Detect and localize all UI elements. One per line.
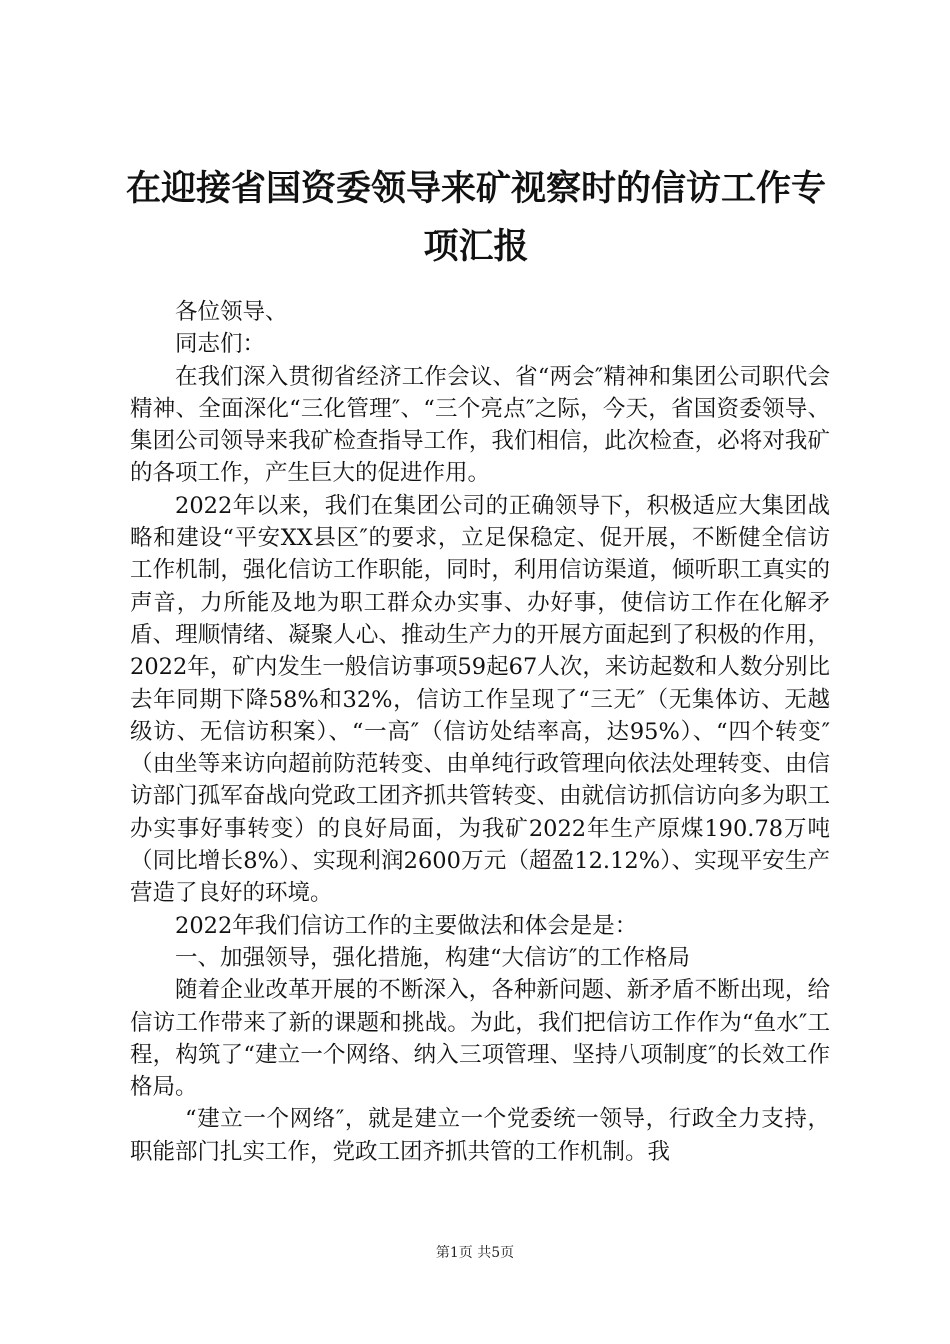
paragraph-summary: 2022年以来，我们在集团公司的正确领导下，积极适应大集团战略和建设“平安XX县区″的要求，立足保稳定、促开展，不断健全信访工作机制，强化信访工作职能，同时，利用信访渠道，倾听职工真实的声音，力所能及地为职工群众办实事、办好事，使信访工作在化解矛盾、理顺情绪、凝聚人心、推动生产力的开展方面起到了积极的作用，2022年，矿内发生一般信访事项59起67人次，来访起数和人数分别比去年同期下降58%和32%，信访工作呈现了“三无″（无集体访、无越级访、无信访积案）、“一高″（信访处结率高，达95%）、“四个转变″（由坐等来访向超前防范转变、由单纯行政管理向依法处理转变、由信访部门孤军奋战向党政工团齐抓共管转变、由就信访抓信访向多为职工办实事好事转变）的良好局面，为我矿2022年生产原煤190.78万吨（同比增长8%）、实现利润2600万元（超盈12.12%）、实现平安生产营造了良好的环境。 [130, 492, 830, 907]
section-heading-1: 一、加强领导，强化措施，构建“大信访″的工作格局 [175, 944, 690, 971]
document-body [130, 296, 830, 1168]
page-footer: 第1页 共5页 [435, 1245, 515, 1261]
paragraph-experience-lead: 2022年我们信访工作的主要做法和体会是是： [175, 912, 638, 939]
paragraph-intro: 在我们深入贯彻省经济工作会议、省“两会″精神和集团公司职代会精神、全面深化“三化管理″、“三个亮点″之际，今天，省国资委领导、集团公司领导来我矿检查指导工作，我们相信，此次检查，必将对我矿的各项工作，产生巨大的促进作用。 [130, 363, 830, 487]
document-title: 在迎接省国资委领导来矿视察时的信访工作专项汇报 [125, 168, 826, 267]
salutation-line-2: 同志们： [175, 331, 266, 358]
paragraph-section-1: 随着企业改革开展的不断深入，各种新问题、新矛盾不断出现，给信访工作带来了新的课题和挑战。为此，我们把信访工作作为“鱼水″工程，构筑了“建立一个网络、纳入三项管理、坚持八项制度″的长效工作格局。 [130, 977, 830, 1101]
paragraph-network: “建立一个网络″，就是建立一个党委统一领导，行政全力支持，职能部门扎实工作，党政工团齐抓共管的工作机制。我 [130, 1106, 830, 1165]
salutation-line-1: 各位领导、 [175, 299, 288, 325]
